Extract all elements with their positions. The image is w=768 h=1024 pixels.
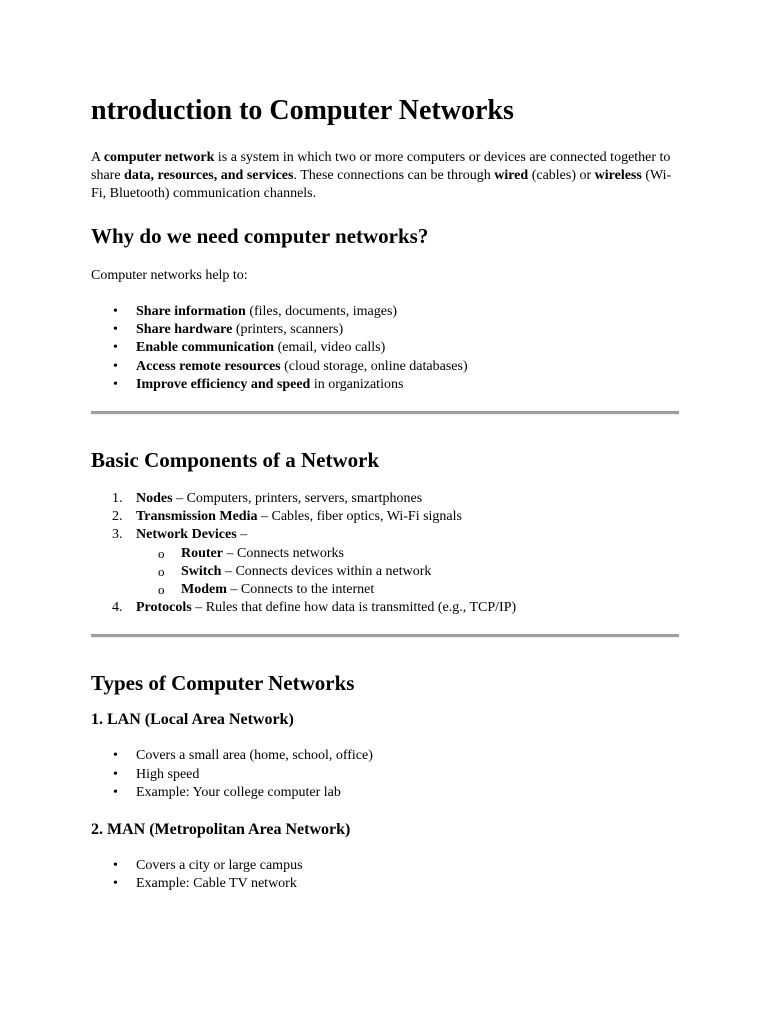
list-item-bold: Enable communication [136, 340, 275, 356]
sublist-marker: o [158, 582, 165, 598]
list-item-text: (cloud storage, online databases) [280, 358, 468, 374]
man-heading: 2. MAN (Metropolitan Area Network) [91, 821, 351, 839]
components-list [91, 490, 679, 617]
list-item [91, 526, 679, 599]
intro-bold-2: data, resources, and services [124, 168, 294, 183]
components-heading: Basic Components of a Network [91, 448, 380, 473]
list-item: • High speed [91, 766, 679, 784]
horizontal-rule [91, 411, 679, 415]
list-item-bold: Share information [136, 304, 246, 319]
list-item-text: – Rules that define how data is transmitted (e.g., TCP/IP) [191, 600, 517, 616]
list-item-bold: Network Devices [136, 527, 237, 543]
man-list [91, 857, 679, 893]
sublist-item [136, 545, 679, 563]
list-item-bold: Improve efficiency and speed [136, 376, 311, 392]
list-item [91, 358, 679, 376]
list-item-bold: Protocols [136, 600, 192, 616]
list-item-bold: Nodes [136, 491, 173, 507]
list-item-text: (email, video calls) [274, 340, 386, 356]
list-item: • Covers a small area (home, school, office) [91, 747, 679, 765]
list-item: • Covers a city or large campus [91, 857, 679, 875]
list-item [91, 339, 679, 357]
list-item-bold: Transmission Media [136, 509, 258, 525]
list-item-text: (files, documents, images) [245, 304, 398, 319]
list-item-text: – [236, 527, 248, 543]
why-lead: Computer networks help to: [91, 268, 248, 283]
list-item-text: – Computers, printers, servers, smartphones [172, 491, 423, 507]
document-content [91, 93, 679, 893]
list-number: 2. [112, 509, 123, 525]
why-list [91, 303, 679, 394]
intro-bold-3: wired [494, 168, 529, 183]
list-item-text: – Cables, fiber optics, Wi-Fi signals [257, 509, 462, 525]
sublist-item-text: – Connects devices within a network [221, 563, 432, 579]
intro-text-5: (Wi-Fi, Bluetooth) communication channels. [91, 168, 672, 201]
sublist-item-bold: Router [181, 545, 223, 561]
horizontal-rule [91, 634, 679, 638]
list-item [91, 599, 679, 617]
sublist-item-text: – Connects to the internet [226, 582, 375, 598]
list-item [91, 508, 679, 526]
list-item [91, 321, 679, 339]
sublist-item-text: – Connects networks [223, 545, 344, 561]
intro-text-2: is a system in which two or more computers or devices are connected together to share [91, 150, 671, 183]
intro-bold-4: wireless [594, 168, 642, 183]
why-heading: Why do we need computer networks? [91, 224, 429, 248]
intro-text-3: . These connections can be through [293, 168, 495, 183]
list-item [91, 376, 679, 394]
list-number: 4. [112, 600, 123, 616]
list-item: • Example: Cable TV network [91, 875, 679, 893]
list-number: 3. [112, 527, 123, 543]
intro-bold-1: computer network [103, 150, 215, 165]
types-heading: Types of Computer Networks [91, 671, 355, 696]
lan-list [91, 747, 679, 802]
sublist-marker: o [158, 563, 165, 579]
sublist-marker: o [158, 545, 165, 561]
list-item-text: (printers, scanners) [232, 322, 344, 338]
intro-text-4: (cables) or [528, 168, 595, 183]
sublist-item [136, 563, 679, 581]
lan-heading: 1. LAN (Local Area Network) [91, 711, 294, 729]
list-number: 1. [112, 491, 123, 507]
list-item: • Example: Your college computer lab [91, 784, 679, 802]
sublist-item-bold: Modem [181, 582, 227, 598]
list-item-text: in organizations [310, 376, 404, 392]
sublist-item-bold: Switch [181, 563, 222, 579]
list-item-bold: Access remote resources [136, 358, 281, 374]
list-item [91, 303, 679, 321]
list-item [91, 490, 679, 508]
sublist-item [136, 581, 679, 599]
intro-paragraph [91, 149, 679, 203]
network-devices-sublist [136, 545, 679, 600]
page-title: ntroduction to Computer Networks [91, 95, 514, 126]
list-item-bold: Share hardware [136, 322, 233, 338]
intro-text-1: A [91, 150, 104, 165]
